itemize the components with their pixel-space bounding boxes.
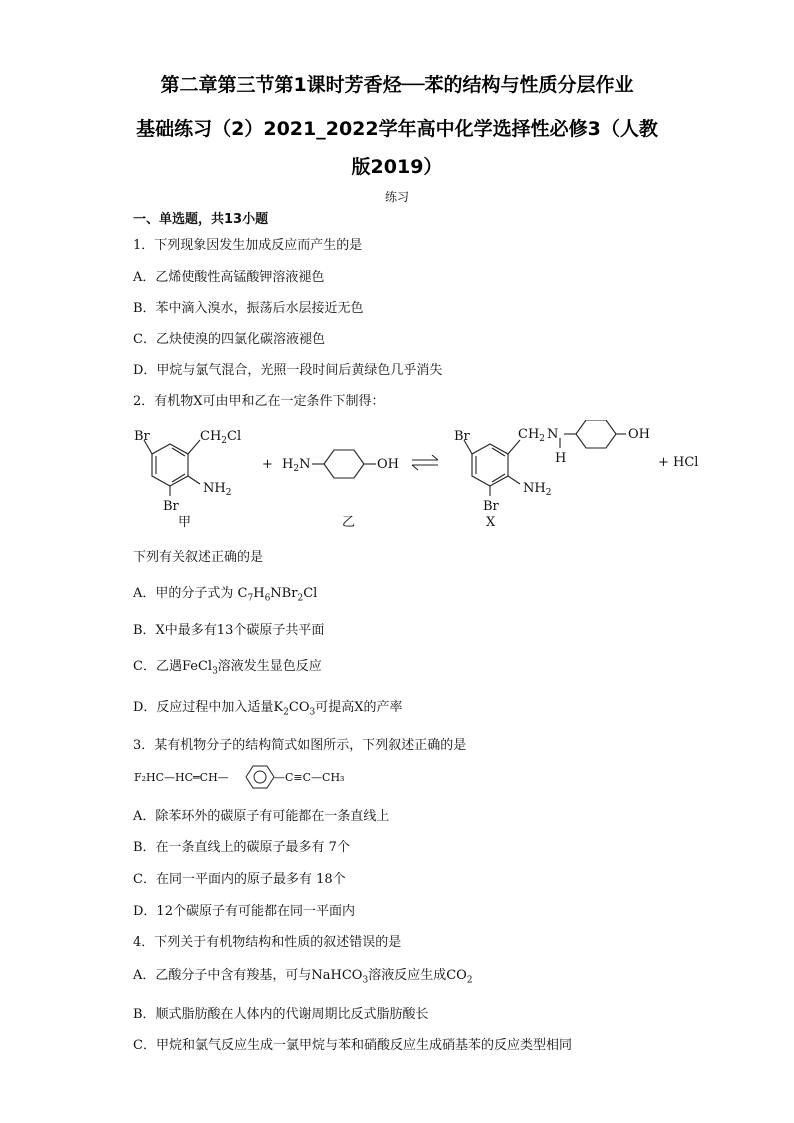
q3-structure — [134, 762, 374, 792]
q3-structure-left: F₂HC—HC═CH— — [134, 771, 229, 784]
jia-br-top: Br — [134, 429, 150, 444]
x-br-bottom: Br — [483, 499, 499, 514]
jia-nh2-sub: 2 — [225, 488, 232, 498]
jia-nh2-text: NH — [203, 481, 226, 496]
yi-n-text: N — [299, 457, 311, 472]
q4-option-b: B．顺式脂肪酸在人体内的代谢周期比反式脂肪酸长 — [133, 1007, 429, 1022]
q2-option-d — [133, 696, 403, 718]
x-n-text: N — [547, 427, 559, 442]
q1-option-a: A．乙烯使酸性高锰酸钾溶液褪色 — [133, 270, 325, 285]
hcl-text: + HCl — [658, 455, 699, 470]
q4-a-pre: A．乙酸分子中含有羧基，可与 — [133, 968, 312, 983]
q1-option-c: C．乙炔使溴的四氯化碳溶液褪色 — [133, 332, 325, 347]
svg-text:CH2Cl — [200, 429, 241, 446]
jia-cl-text: Cl — [227, 429, 242, 444]
q4-a-co-sub: 2 — [466, 975, 473, 986]
q2-d-post: 可提高X的产率 — [315, 700, 403, 715]
q3-option-b: B．在一条直线上的碳原子最多有 7个 — [133, 840, 350, 855]
q2-a-nbr: NBr — [270, 586, 298, 601]
jia-br-bottom: Br — [163, 499, 179, 514]
q2-a-h: H — [253, 586, 265, 601]
q3-option-d: D．12个碳原子有可能都在同一平面内 — [133, 904, 355, 919]
jia-ch2-sub: 2 — [221, 436, 228, 446]
plus-sign: + — [262, 457, 273, 472]
q2-c-fecl-sub: 3 — [212, 666, 218, 677]
section-heading: 一、单选题，共13小题 — [133, 212, 269, 227]
q4-stem: 4．下列关于有机物结构和性质的叙述错误的是 — [133, 935, 402, 950]
q4-a-nahco-sub: 3 — [362, 975, 369, 986]
doc-title-line3: 版2019） — [351, 156, 443, 178]
q2-d-co-sub: 3 — [309, 707, 316, 718]
svg-text:NH2 — [203, 481, 231, 498]
q3-structure-right: —C≡C—CH₃ — [274, 771, 345, 784]
q2-stem: 2．有机物X可由甲和乙在一定条件下制得： — [133, 394, 385, 409]
x-ch2-text: CH — [518, 427, 540, 442]
q2-option-a — [133, 582, 317, 604]
q2-a-cl: Cl — [303, 586, 318, 601]
q3-stem: 3．某有机物分子的结构简式如图所示，下列叙述正确的是 — [133, 738, 467, 753]
q2-d-k: K — [273, 700, 284, 715]
q1-stem: 1．下列现象因发生加成反应而产生的是 — [133, 238, 363, 253]
q2-a-c-sub: 7 — [247, 593, 254, 604]
q2-option-c — [133, 655, 322, 677]
q4-a-nahco: NaHCO — [311, 968, 363, 983]
q2-c-pre: C．乙遇 — [133, 659, 182, 674]
svg-text:H2N — [282, 457, 310, 474]
q4-a-co: CO — [446, 968, 467, 983]
compound-jia-structure — [144, 440, 200, 496]
x-ch2-sub: 2 — [539, 434, 546, 444]
x-nh2-sub: 2 — [545, 488, 552, 498]
q2-d-co: CO — [288, 700, 310, 715]
x-nh2-text: NH — [523, 481, 546, 496]
compound-yi-structure — [312, 450, 376, 478]
x-h-text: H — [555, 451, 567, 466]
q2-a-br-sub: 2 — [297, 593, 304, 604]
equilibrium-arrow — [412, 455, 438, 470]
q2-a-h-sub: 6 — [264, 593, 271, 604]
q3-option-a: A．除苯环外的碳原子有可能都在一条直线上 — [133, 809, 390, 824]
svg-text:CH2N — [518, 427, 558, 444]
q4-option-c: C．甲烷和氯气反应生成一氯甲烷与苯和硝酸反应生成硝基苯的反应类型相同 — [133, 1038, 572, 1053]
q2-option-b: B．X中最多有13个碳原子共平面 — [133, 623, 325, 638]
reaction-scheme — [120, 420, 720, 540]
q2-a-c: C — [237, 586, 248, 601]
x-br-top: Br — [454, 429, 470, 444]
q1-option-b: B．苯中滴入溴水，振荡后水层接近无色 — [133, 301, 364, 316]
yi-oh-text: OH — [377, 457, 399, 472]
q3-option-c: C．在同一平面内的原子最多有 18个 — [133, 872, 346, 887]
svg-text:NH2 — [523, 481, 551, 498]
doc-title-line2: 基础练习（2）2021_2022学年高中化学选择性必修3（人教 — [136, 118, 658, 140]
q4-option-a — [133, 964, 473, 986]
q4-a-mid: 溶液反应生成 — [368, 968, 447, 983]
x-label: X — [486, 515, 496, 530]
q2-c-post: 溶液发生显色反应 — [217, 659, 322, 674]
q2-d-pre: D．反应过程中加入适量 — [133, 700, 274, 715]
yi-h2-sub: 2 — [293, 464, 300, 474]
q2-prompt: 下列有关叙述正确的是 — [133, 550, 264, 565]
q2-d-k-sub: 2 — [283, 707, 289, 718]
yi-h2-text: H — [282, 457, 294, 472]
q3-benzene-ring — [246, 766, 274, 788]
q1-option-d: D．甲烷与氯气混合，光照一段时间后黄绿色几乎消失 — [133, 363, 443, 378]
jia-ch2-text: CH — [200, 429, 222, 444]
q2-a-text: A．甲的分子式为 — [133, 586, 238, 601]
doc-title-line1: 第二章第三节第1课时芳香烃──苯的结构与性质分层作业 — [160, 74, 634, 96]
doc-subtitle: 练习 — [384, 190, 409, 204]
q2-c-fecl: FeCl — [181, 659, 213, 674]
jia-label: 甲 — [178, 515, 192, 530]
x-oh-text: OH — [628, 427, 650, 442]
yi-label: 乙 — [342, 515, 356, 530]
